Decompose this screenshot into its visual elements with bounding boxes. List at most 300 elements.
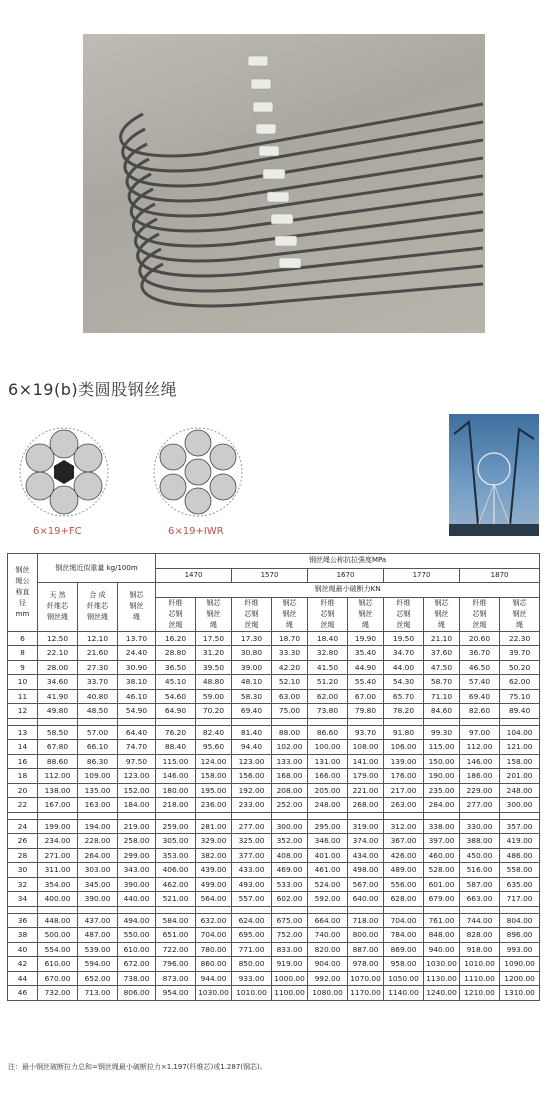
table-row <box>8 646 540 661</box>
value-cell: 1010.00 <box>460 957 500 972</box>
value-cell: 62.00 <box>500 675 540 690</box>
value-cell: 918.00 <box>460 942 500 957</box>
value-cell: 487.00 <box>78 928 118 943</box>
value-cell: 624.00 <box>232 913 272 928</box>
value-cell: 48.80 <box>196 675 232 690</box>
synthetic-fiber-core-header: 合 成 纤维芯 钢丝绳 <box>78 583 118 632</box>
value-cell: 158.00 <box>196 769 232 784</box>
value-cell: 13.70 <box>118 631 156 646</box>
value-cell: 640.00 <box>348 892 384 907</box>
value-cell: 36.70 <box>460 646 500 661</box>
value-cell: 271.00 <box>38 848 78 863</box>
value-cell: 30.80 <box>232 646 272 661</box>
value-cell: 74.70 <box>118 740 156 755</box>
value-cell: 63.00 <box>272 689 308 704</box>
value-cell: 199.00 <box>38 819 78 834</box>
value-cell: 374.00 <box>348 834 384 849</box>
value-cell: 521.00 <box>156 892 196 907</box>
fiber-core-caption: 6×19+FC <box>33 526 82 537</box>
table-row <box>8 769 540 784</box>
value-cell: 163.00 <box>78 798 118 813</box>
value-cell: 486.00 <box>500 848 540 863</box>
value-cell: 51.20 <box>308 675 348 690</box>
value-cell: 499.00 <box>196 877 232 892</box>
value-cell: 469.00 <box>272 863 308 878</box>
value-cell: 12.10 <box>78 631 118 646</box>
crane-illustration <box>449 414 539 536</box>
value-cell: 21.60 <box>78 646 118 661</box>
value-cell: 52.10 <box>272 675 308 690</box>
value-cell: 179.00 <box>348 769 384 784</box>
value-cell: 152.00 <box>118 783 156 798</box>
value-cell: 76.20 <box>156 725 196 740</box>
value-cell: 70.20 <box>196 704 232 719</box>
value-cell: 564.00 <box>196 892 232 907</box>
value-cell: 1070.00 <box>348 971 384 986</box>
value-cell: 357.00 <box>500 819 540 834</box>
fiber-core-break-header: 纤维 芯钢 丝绳 <box>384 597 424 631</box>
table-row <box>8 957 540 972</box>
steel-core-break-header: 钢芯 钢丝 绳 <box>500 597 540 631</box>
value-cell: 1130.00 <box>424 971 460 986</box>
value-cell: 1050.00 <box>384 971 424 986</box>
value-cell: 434.00 <box>348 848 384 863</box>
value-cell: 17.50 <box>196 631 232 646</box>
value-cell: 41.90 <box>38 689 78 704</box>
value-cell: 352.00 <box>272 834 308 849</box>
value-cell: 264.00 <box>78 848 118 863</box>
value-cell: 82.40 <box>196 725 232 740</box>
diameter-cell: 30 <box>8 863 38 878</box>
value-cell: 192.00 <box>232 783 272 798</box>
value-cell: 390.00 <box>118 877 156 892</box>
value-cell: 55.40 <box>348 675 384 690</box>
value-cell: 219.00 <box>118 819 156 834</box>
steel-core-caption: 6×19+IWR <box>168 526 224 537</box>
table-row <box>8 848 540 863</box>
table-row <box>8 704 540 719</box>
value-cell: 41.50 <box>308 660 348 675</box>
steel-core-break-header: 钢芯 钢丝 绳 <box>272 597 308 631</box>
value-cell: 635.00 <box>500 877 540 892</box>
value-cell: 24.40 <box>118 646 156 661</box>
value-cell: 184.00 <box>118 798 156 813</box>
value-cell: 738.00 <box>118 971 156 986</box>
value-cell: 554.00 <box>38 942 78 957</box>
diameter-cell: 18 <box>8 769 38 784</box>
value-cell: 675.00 <box>272 913 308 928</box>
table-row <box>8 986 540 1001</box>
value-cell: 228.00 <box>78 834 118 849</box>
value-cell: 390.00 <box>78 892 118 907</box>
table-row <box>8 971 540 986</box>
value-cell: 54.60 <box>156 689 196 704</box>
natural-fiber-core-header: 天 然 纤维芯 钢丝绳 <box>38 583 78 632</box>
value-cell: 57.00 <box>78 725 118 740</box>
value-cell: 528.00 <box>424 863 460 878</box>
value-cell: 489.00 <box>384 863 424 878</box>
value-cell: 115.00 <box>424 740 460 755</box>
table-row <box>8 631 540 646</box>
value-cell: 54.90 <box>118 704 156 719</box>
value-cell: 146.00 <box>460 754 500 769</box>
value-cell: 312.00 <box>384 819 424 834</box>
value-cell: 27.30 <box>78 660 118 675</box>
value-cell: 437.00 <box>78 913 118 928</box>
value-cell: 672.00 <box>118 957 156 972</box>
value-cell: 73.80 <box>308 704 348 719</box>
value-cell: 109.00 <box>78 769 118 784</box>
value-cell: 88.40 <box>156 740 196 755</box>
diameter-cell: 24 <box>8 819 38 834</box>
value-cell: 919.00 <box>272 957 308 972</box>
value-cell: 1030.00 <box>196 986 232 1001</box>
value-cell: 610.00 <box>118 942 156 957</box>
value-cell: 167.00 <box>38 798 78 813</box>
diameter-cell: 12 <box>8 704 38 719</box>
value-cell: 22.30 <box>500 631 540 646</box>
value-cell: 166.00 <box>308 769 348 784</box>
value-cell: 388.00 <box>460 834 500 849</box>
value-cell: 896.00 <box>500 928 540 943</box>
value-cell: 557.00 <box>232 892 272 907</box>
value-cell: 94.40 <box>232 740 272 755</box>
value-cell: 933.00 <box>232 971 272 986</box>
value-cell: 46.10 <box>118 689 156 704</box>
value-cell: 652.00 <box>78 971 118 986</box>
value-cell: 1170.00 <box>348 986 384 1001</box>
fiber-core-break-header: 纤维 芯钢 丝绳 <box>232 597 272 631</box>
value-cell: 516.00 <box>460 863 500 878</box>
value-cell: 37.60 <box>424 646 460 661</box>
diameter-cell: 11 <box>8 689 38 704</box>
group-spacer <box>8 812 540 819</box>
table-row <box>8 913 540 928</box>
value-cell: 533.00 <box>272 877 308 892</box>
steel-core-break-header: 钢芯 钢丝 绳 <box>424 597 460 631</box>
value-cell: 954.00 <box>156 986 196 1001</box>
value-cell: 81.40 <box>232 725 272 740</box>
diameter-cell: 6 <box>8 631 38 646</box>
value-cell: 62.00 <box>308 689 348 704</box>
value-cell: 493.00 <box>232 877 272 892</box>
value-cell: 102.00 <box>272 740 308 755</box>
value-cell: 34.70 <box>384 646 424 661</box>
value-cell: 35.40 <box>348 646 384 661</box>
value-cell: 462.00 <box>156 877 196 892</box>
value-cell: 258.00 <box>118 834 156 849</box>
value-cell: 281.00 <box>196 819 232 834</box>
value-cell: 59.00 <box>196 689 232 704</box>
value-cell: 329.00 <box>196 834 232 849</box>
value-cell: 205.00 <box>308 783 348 798</box>
value-cell: 500.00 <box>38 928 78 943</box>
value-cell: 263.00 <box>384 798 424 813</box>
value-cell: 86.30 <box>78 754 118 769</box>
value-cell: 1200.00 <box>500 971 540 986</box>
value-cell: 19.90 <box>348 631 384 646</box>
value-cell: 65.70 <box>384 689 424 704</box>
value-cell: 752.00 <box>272 928 308 943</box>
value-cell: 740.00 <box>308 928 348 943</box>
value-cell: 33.70 <box>78 675 118 690</box>
value-cell: 146.00 <box>156 769 196 784</box>
fiber-core-cross-section-icon <box>18 426 110 518</box>
value-cell: 95.60 <box>196 740 232 755</box>
value-cell: 156.00 <box>232 769 272 784</box>
value-cell: 722.00 <box>156 942 196 957</box>
value-cell: 850.00 <box>232 957 272 972</box>
value-cell: 679.00 <box>424 892 460 907</box>
value-cell: 978.00 <box>348 957 384 972</box>
value-cell: 594.00 <box>78 957 118 972</box>
value-cell: 848.00 <box>424 928 460 943</box>
table-row <box>8 863 540 878</box>
diameter-cell: 34 <box>8 892 38 907</box>
value-cell: 39.50 <box>196 660 232 675</box>
value-cell: 330.00 <box>460 819 500 834</box>
value-cell: 31.20 <box>196 646 232 661</box>
value-cell: 1010.00 <box>232 986 272 1001</box>
value-cell: 82.60 <box>460 704 500 719</box>
value-cell: 406.00 <box>156 863 196 878</box>
value-cell: 498.00 <box>348 863 384 878</box>
value-cell: 18.40 <box>308 631 348 646</box>
value-cell: 28.00 <box>38 660 78 675</box>
value-cell: 97.00 <box>460 725 500 740</box>
value-cell: 539.00 <box>78 942 118 957</box>
value-cell: 194.00 <box>78 819 118 834</box>
value-cell: 1000.00 <box>272 971 308 986</box>
value-cell: 100.00 <box>308 740 348 755</box>
value-cell: 784.00 <box>384 928 424 943</box>
value-cell: 131.00 <box>308 754 348 769</box>
product-title: 6×19(b)类圆股钢丝绳 <box>8 380 178 399</box>
value-cell: 79.80 <box>348 704 384 719</box>
value-cell: 44.00 <box>384 660 424 675</box>
value-cell: 150.00 <box>424 754 460 769</box>
diameter-cell: 9 <box>8 660 38 675</box>
weight-header: 钢丝绳近似重量 kg/100m <box>38 554 156 583</box>
value-cell: 112.00 <box>460 740 500 755</box>
value-cell: 123.00 <box>118 769 156 784</box>
value-cell: 139.00 <box>384 754 424 769</box>
footnote: 注：最小钢丝破断拉力总和=钢丝绳最小破断拉力×1.197(纤维芯)或1.287(钢芯)。 <box>8 1063 267 1071</box>
value-cell: 28.80 <box>156 646 196 661</box>
grade-1470: 1470 <box>156 568 232 583</box>
value-cell: 221.00 <box>348 783 384 798</box>
value-cell: 168.00 <box>272 769 308 784</box>
value-cell: 460.00 <box>424 848 460 863</box>
value-cell: 235.00 <box>424 783 460 798</box>
value-cell: 16.20 <box>156 631 196 646</box>
value-cell: 461.00 <box>308 863 348 878</box>
value-cell: 252.00 <box>272 798 308 813</box>
value-cell: 940.00 <box>424 942 460 957</box>
value-cell: 236.00 <box>196 798 232 813</box>
value-cell: 141.00 <box>348 754 384 769</box>
value-cell: 1140.00 <box>384 986 424 1001</box>
value-cell: 138.00 <box>38 783 78 798</box>
table-row <box>8 725 540 740</box>
value-cell: 75.00 <box>272 704 308 719</box>
fiber-core-break-header: 纤维 芯钢 丝绳 <box>156 597 196 631</box>
table-row <box>8 754 540 769</box>
value-cell: 305.00 <box>156 834 196 849</box>
diameter-cell: 16 <box>8 754 38 769</box>
value-cell: 800.00 <box>348 928 384 943</box>
value-cell: 303.00 <box>78 863 118 878</box>
fiber-core-break-header: 纤维 芯钢 丝绳 <box>308 597 348 631</box>
value-cell: 75.10 <box>500 689 540 704</box>
table-row <box>8 675 540 690</box>
value-cell: 67.80 <box>38 740 78 755</box>
value-cell: 1030.00 <box>424 957 460 972</box>
value-cell: 32.80 <box>308 646 348 661</box>
value-cell: 66.10 <box>78 740 118 755</box>
diameter-cell: 44 <box>8 971 38 986</box>
value-cell: 828.00 <box>460 928 500 943</box>
value-cell: 233.00 <box>232 798 272 813</box>
value-cell: 651.00 <box>156 928 196 943</box>
value-cell: 300.00 <box>500 798 540 813</box>
value-cell: 1100.00 <box>272 986 308 1001</box>
table-row <box>8 928 540 943</box>
value-cell: 804.00 <box>500 913 540 928</box>
value-cell: 46.50 <box>460 660 500 675</box>
value-cell: 64.90 <box>156 704 196 719</box>
table-row <box>8 660 540 675</box>
value-cell: 58.30 <box>232 689 272 704</box>
value-cell: 796.00 <box>156 957 196 972</box>
steel-core-header: 钢芯 钢丝 绳 <box>118 583 156 632</box>
steel-core-break-header: 钢芯 钢丝 绳 <box>348 597 384 631</box>
value-cell: 1210.00 <box>460 986 500 1001</box>
value-cell: 186.00 <box>460 769 500 784</box>
value-cell: 195.00 <box>196 783 232 798</box>
grade-1770: 1770 <box>384 568 460 583</box>
group-spacer <box>8 906 540 913</box>
value-cell: 628.00 <box>384 892 424 907</box>
value-cell: 54.30 <box>384 675 424 690</box>
value-cell: 12.50 <box>38 631 78 646</box>
value-cell: 400.00 <box>38 892 78 907</box>
value-cell: 57.40 <box>460 675 500 690</box>
table-row <box>8 783 540 798</box>
diameter-cell: 28 <box>8 848 38 863</box>
value-cell: 49.80 <box>38 704 78 719</box>
value-cell: 713.00 <box>78 986 118 1001</box>
value-cell: 584.00 <box>156 913 196 928</box>
value-cell: 860.00 <box>196 957 232 972</box>
diameter-cell: 40 <box>8 942 38 957</box>
value-cell: 69.40 <box>232 704 272 719</box>
value-cell: 112.00 <box>38 769 78 784</box>
value-cell: 345.00 <box>78 877 118 892</box>
value-cell: 190.00 <box>424 769 460 784</box>
value-cell: 47.50 <box>424 660 460 675</box>
value-cell: 993.00 <box>500 942 540 957</box>
wire-rope-photo <box>83 34 485 333</box>
wire-rope-spec-table <box>7 553 540 1001</box>
value-cell: 201.00 <box>500 769 540 784</box>
value-cell: 48.10 <box>232 675 272 690</box>
diameter-cell: 22 <box>8 798 38 813</box>
value-cell: 311.00 <box>38 863 78 878</box>
value-cell: 40.80 <box>78 689 118 704</box>
value-cell: 1080.00 <box>308 986 348 1001</box>
value-cell: 556.00 <box>384 877 424 892</box>
diameter-cell: 13 <box>8 725 38 740</box>
value-cell: 780.00 <box>196 942 232 957</box>
value-cell: 71.10 <box>424 689 460 704</box>
value-cell: 39.00 <box>232 660 272 675</box>
value-cell: 50.20 <box>500 660 540 675</box>
value-cell: 592.00 <box>308 892 348 907</box>
value-cell: 904.00 <box>308 957 348 972</box>
value-cell: 299.00 <box>118 848 156 863</box>
value-cell: 439.00 <box>196 863 232 878</box>
value-cell: 401.00 <box>308 848 348 863</box>
value-cell: 17.30 <box>232 631 272 646</box>
value-cell: 1090.00 <box>500 957 540 972</box>
value-cell: 602.00 <box>272 892 308 907</box>
table-row <box>8 689 540 704</box>
value-cell: 587.00 <box>460 877 500 892</box>
value-cell: 38.10 <box>118 675 156 690</box>
diameter-cell: 8 <box>8 646 38 661</box>
value-cell: 558.00 <box>500 863 540 878</box>
value-cell: 343.00 <box>118 863 156 878</box>
value-cell: 1240.00 <box>424 986 460 1001</box>
value-cell: 91.80 <box>384 725 424 740</box>
value-cell: 229.00 <box>460 783 500 798</box>
value-cell: 86.60 <box>308 725 348 740</box>
value-cell: 382.00 <box>196 848 232 863</box>
value-cell: 567.00 <box>348 877 384 892</box>
value-cell: 353.00 <box>156 848 196 863</box>
value-cell: 664.00 <box>308 913 348 928</box>
value-cell: 319.00 <box>348 819 384 834</box>
value-cell: 176.00 <box>384 769 424 784</box>
value-cell: 64.40 <box>118 725 156 740</box>
group-spacer <box>8 718 540 725</box>
strength-header: 钢丝绳公称抗拉强度MPa <box>156 554 540 569</box>
grade-1570: 1570 <box>232 568 308 583</box>
value-cell: 84.60 <box>424 704 460 719</box>
value-cell: 670.00 <box>38 971 78 986</box>
table-row <box>8 834 540 849</box>
table-row <box>8 798 540 813</box>
table-row <box>8 942 540 957</box>
value-cell: 248.00 <box>500 783 540 798</box>
wire-rope-coils-illustration <box>83 34 485 333</box>
value-cell: 377.00 <box>232 848 272 863</box>
value-cell: 217.00 <box>384 783 424 798</box>
value-cell: 601.00 <box>424 877 460 892</box>
value-cell: 771.00 <box>232 942 272 957</box>
value-cell: 208.00 <box>272 783 308 798</box>
diameter-cell: 20 <box>8 783 38 798</box>
grade-1870: 1870 <box>460 568 540 583</box>
value-cell: 284.00 <box>424 798 460 813</box>
diameter-header: 钢丝 绳公 称直 径 mm <box>8 554 38 632</box>
value-cell: 426.00 <box>384 848 424 863</box>
value-cell: 744.00 <box>460 913 500 928</box>
value-cell: 268.00 <box>348 798 384 813</box>
value-cell: 97.50 <box>118 754 156 769</box>
value-cell: 104.00 <box>500 725 540 740</box>
